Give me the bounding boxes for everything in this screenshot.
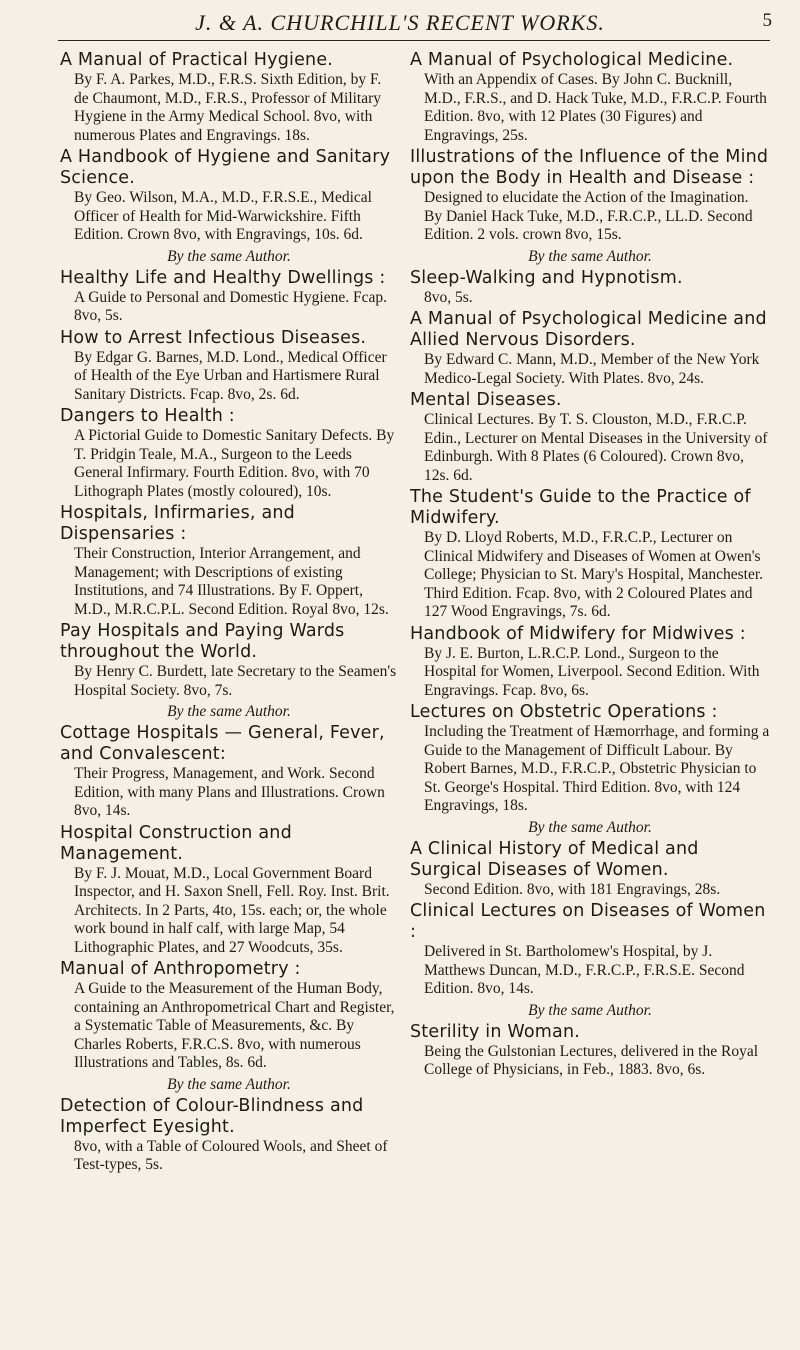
book-entry <box>60 723 398 821</box>
book-entry <box>60 147 398 245</box>
book-description: Their Construction, Interior Arrangement, and Management; with Descriptions of existing Institutions, and 74 Illustrations. By F. Oppert, M.D., M.R.C.P.L. Second Edition. Royal 8vo, 12s. <box>74 545 389 618</box>
book-title: Lectures on Obstetric Operations : <box>410 702 718 722</box>
book-description: By Geo. Wilson, M.A., M.D., F.R.S.E., Medical Officer of Health for Mid-Warwickshire. Fifth Edition. Crown 8vo, with Engravings, 10s. 6d. <box>74 189 372 243</box>
book-title: Dangers to Health : <box>60 406 235 426</box>
book-entry <box>410 487 770 622</box>
book-description: With an Appendix of Cases. By John C. Bucknill, M.D., F.R.S., and D. Hack Tuke, M.D., F.R.C.P. Fourth Edition. 8vo, with 12 Plates (30 Figures) and Engravings, 25s. <box>424 71 767 144</box>
book-description: A Guide to the Measurement of the Human Body, containing an Anthropometrical Chart and Register, a Systematic Table of Measurements, &c. By Charles Roberts, F.R.C.S. 8vo, with numerous Illustrations and Tables, 8s. 6d. <box>74 980 395 1071</box>
book-entry <box>60 50 398 145</box>
book-entry <box>60 959 398 1073</box>
book-title: Detection of Colour-Blindness and Imperfect Eyesight. <box>60 1095 364 1137</box>
book-entry <box>60 503 398 619</box>
byline-same-author: By the same Author. <box>167 1075 291 1093</box>
book-title: Hospital Construction and Management. <box>60 822 292 864</box>
book-description: Being the Gulstonian Lectures, delivered in the Royal College of Physicians, in Feb., 1883. 8vo, 6s. <box>424 1042 759 1078</box>
book-title: How to Arrest Infectious Diseases. <box>60 327 367 348</box>
book-entry <box>410 147 770 245</box>
byline-same-author: By the same Author. <box>167 703 291 720</box>
byline-same-author: By the same Author. <box>528 1001 652 1019</box>
book-entry <box>410 702 770 816</box>
book-title: Healthy Life and Healthy Dwellings : <box>60 267 386 288</box>
book-description: A Pictorial Guide to Domestic Sanitary Defects. By T. Pridgin Teale, M.A., Surgeon to the Leeds General Infirmary. Fourth Edition. 8vo, with 70 Lithograph Plates (mostly coloured), 10s. <box>74 427 395 500</box>
right-column <box>410 50 770 1082</box>
book-title: Sterility in Woman. <box>410 1021 581 1042</box>
book-entry <box>410 50 770 145</box>
book-description: Second Edition. 8vo, with 181 Engravings, 28s. <box>424 880 721 898</box>
book-title: The Student's Guide to the Practice of Midwifery. <box>410 487 751 528</box>
book-title: A Handbook of Hygiene and Sanitary Science. <box>60 147 391 188</box>
book-description: By Edward C. Mann, M.D., Member of the New York Medico-Legal Society. With Plates. 8vo, 24s. <box>424 351 760 387</box>
book-title: A Manual of Psychological Medicine and Allied Nervous Disorders. <box>410 309 767 350</box>
book-title: Mental Diseases. <box>410 390 562 410</box>
book-description: Designed to elucidate the Action of the Imagination. By Daniel Hack Tuke, M.D., F.R.C.P., LL.D. Second Edition. 2 vols. crown 8vo, 15s. <box>424 189 753 243</box>
book-description: By F. A. Parkes, M.D., F.R.S. Sixth Edition, by F. de Chaumont, M.D., F.R.S., Professor of Military Hygiene in the Army Medical School. 8vo, with numerous Plates and Engravings. 18s. <box>74 71 382 144</box>
book-entry <box>60 621 398 700</box>
book-title: Sleep-Walking and Hypnotism. <box>410 267 683 288</box>
header-rule <box>58 40 770 41</box>
book-title: Pay Hospitals and Paying Wards throughout the World. <box>60 621 345 662</box>
byline-same-author: By the same Author. <box>167 247 291 265</box>
left-column <box>60 50 398 1177</box>
book-entry <box>410 624 770 701</box>
book-description: By F. J. Mouat, M.D., Local Government Board Inspector, and H. Saxon Snell, Fell. Roy. Inst. Brit. Architects. In 2 Parts, 4to, 15s. each; or, the whole work bound in half calf, with large Map, 54 Lithographic Plates, and 27 Woodcuts, 35s. <box>74 864 390 956</box>
book-description: A Guide to Personal and Domestic Hygiene. Fcap. 8vo, 5s. <box>74 288 387 324</box>
book-entry <box>410 309 770 388</box>
book-title: A Manual of Psychological Medicine. <box>410 50 734 70</box>
book-title: Manual of Anthropometry : <box>60 959 301 979</box>
book-entry <box>60 406 398 501</box>
running-title: J. & A. CHURCHILL'S RECENT WORKS. <box>195 10 605 35</box>
book-entry <box>410 268 770 308</box>
byline-same-author: By the same Author. <box>528 247 652 265</box>
book-entry <box>60 823 398 958</box>
book-description: By Henry C. Burdett, late Secretary to the Seamen's Hospital Society. 8vo, 7s. <box>74 663 397 699</box>
book-description: Clinical Lectures. By T. S. Clouston, M.D., F.R.C.P. Edin., Lecturer on Mental Diseases in the University of Edinburgh. With 8 Plates (6 Coloured). Crown 8vo, 12s. 6d. <box>424 411 768 484</box>
book-title: A Manual of Practical Hygiene. <box>60 50 334 70</box>
book-description: By Edgar G. Barnes, M.D. Lond., Medical Officer of Health of the Eye Urban and Hartismere Rural Sanitary Districts. Fcap. 8vo, 2s. 6d. <box>74 348 387 403</box>
book-description: 8vo, 5s. <box>424 288 473 306</box>
book-entry <box>60 328 398 405</box>
book-entry <box>60 1096 398 1175</box>
page-number: 5 <box>762 10 772 31</box>
book-description: Including the Treatment of Hæmorrhage, and forming a Guide to the Management of Difficult Labour. By Robert Barnes, M.D., F.R.C.P., Obstetric Physician to St. George's Hospital. Third Edition. 8vo, with 124 Engravings, 18s. <box>424 723 770 814</box>
book-entry <box>410 1022 770 1080</box>
book-description: By D. Lloyd Roberts, M.D., F.R.C.P., Lecturer on Clinical Midwifery and Diseases of Women at Owen's College; Physician to St. Mary's Hospital, Manchester. Third Edition. Fcap. 8vo, with 2 Coloured Plates and 127 Wood Engravings, 7s. 6d. <box>424 529 764 620</box>
running-header <box>0 6 800 40</box>
book-entry <box>410 901 770 999</box>
book-description: By J. E. Burton, L.R.C.P. Lond., Surgeon to the Hospital for Women, Liverpool. Second Edition. With Engravings. Fcap. 8vo, 6s. <box>424 644 760 699</box>
byline-same-author: By the same Author. <box>528 818 652 836</box>
book-title: Handbook of Midwifery for Midwives : <box>410 623 746 644</box>
book-title: A Clinical History of Medical and Surgical Diseases of Women. <box>410 838 699 880</box>
book-entry <box>60 268 398 326</box>
book-description: 8vo, with a Table of Coloured Wools, and Sheet of Test-types, 5s. <box>74 1137 388 1173</box>
book-entry <box>410 839 770 900</box>
book-entry <box>410 390 770 485</box>
book-title: Hospitals, Infirmaries, and Dispensaries : <box>60 503 295 544</box>
book-description: Their Progress, Management, and Work. Second Edition, with many Plans and Illustrations. Crown 8vo, 14s. <box>74 765 385 819</box>
book-title: Illustrations of the Influence of the Mind upon the Body in Health and Disease : <box>410 147 769 188</box>
book-description: Delivered in St. Bartholomew's Hospital, by J. Matthews Duncan, M.D., F.R.C.P., F.R.S.E. Second Edition. 8vo, 14s. <box>424 943 745 997</box>
book-title: Cottage Hospitals — General, Fever, and Convalescent: <box>60 723 385 764</box>
book-title: Clinical Lectures on Diseases of Women : <box>410 901 766 942</box>
